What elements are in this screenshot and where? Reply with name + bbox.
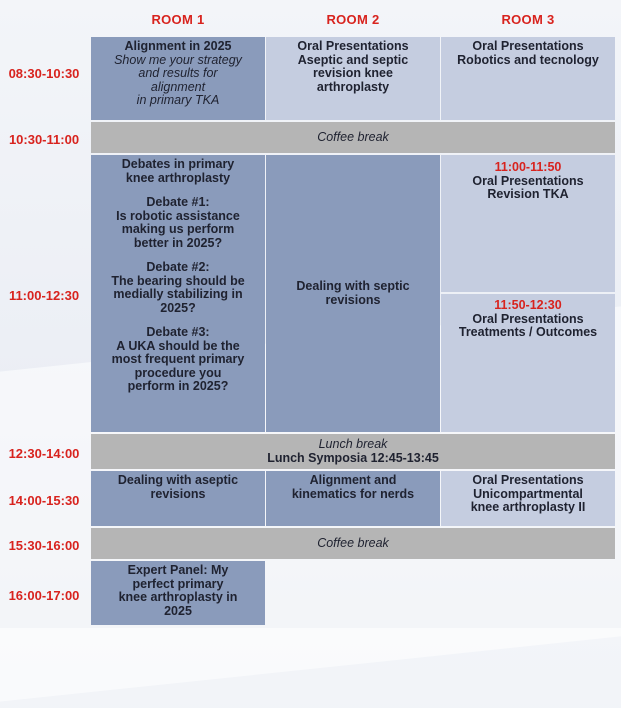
- time-slot-5: 14:00-15:30: [8, 493, 80, 508]
- session-oral-revision-tka: [441, 155, 615, 292]
- session-oral-robotics: [441, 37, 615, 120]
- session-subtitle-line: and results for: [138, 66, 218, 80]
- session-title: Alignment in 2025: [124, 39, 232, 53]
- session-line: Expert Panel: My: [127, 563, 229, 577]
- session-line: knee arthroplasty II: [470, 500, 586, 514]
- session-line: arthroplasty: [316, 79, 390, 94]
- session-expert-panel: [91, 561, 265, 625]
- session-debates: [91, 155, 265, 432]
- debate-1-line: Is robotic assistance: [116, 208, 240, 223]
- debate-2-line: The bearing should be: [111, 273, 245, 288]
- session-line: Debates in primary: [121, 157, 235, 171]
- debate-3-line: A UKA should be the: [116, 338, 240, 353]
- time-slot-3: 11:00-12:30: [8, 288, 80, 303]
- session-line: Alignment and: [309, 473, 397, 487]
- session-line: Oral Presentations: [472, 311, 584, 326]
- lunch-symposia: Lunch Symposia 12:45-13:45: [267, 450, 439, 465]
- time-slot-7: 16:00-17:00: [8, 588, 80, 603]
- debate-2-line: 2025?: [160, 300, 196, 315]
- time-slot-2: 10:30-11:00: [8, 132, 80, 147]
- session-line: knee arthroplasty in: [118, 590, 238, 604]
- debate-3-line: perform in 2025?: [127, 379, 229, 393]
- coffee-break-1: Coffee break: [91, 122, 615, 153]
- session-line: Dealing with aseptic: [117, 473, 239, 487]
- room-2-header: ROOM 2: [326, 12, 380, 27]
- time-slot-6: 15:30-16:00: [8, 538, 80, 553]
- session-alignment-kinematics: [266, 471, 440, 526]
- debate-3-label: Debate #3:: [146, 325, 210, 339]
- session-subtitle-line: Show me your strategy: [114, 52, 242, 67]
- session-line: Oral Presentations: [472, 39, 584, 53]
- session-alignment-2025: [91, 37, 265, 120]
- session-oral-treatments: [441, 294, 615, 432]
- room-1-header: ROOM 1: [151, 12, 205, 27]
- debate-2-line: medially stabilizing in: [113, 287, 243, 301]
- session-line: Oral Presentations: [472, 173, 584, 188]
- session-line: Revision TKA: [487, 187, 569, 201]
- time-slot-1: 08:30-10:30: [8, 66, 80, 81]
- session-line: knee arthroplasty: [125, 170, 231, 185]
- session-septic-revisions: [266, 155, 440, 432]
- debate-3-line: most frequent primary: [111, 352, 245, 366]
- session-aseptic-revisions: [91, 471, 265, 526]
- lunch-label: Lunch break: [318, 437, 388, 451]
- debate-1-label: Debate #1:: [146, 195, 210, 209]
- session-line: revisions: [325, 292, 381, 307]
- coffee-break-2: Coffee break: [91, 528, 615, 559]
- session-line: Treatments / Outcomes: [458, 325, 598, 339]
- debate-1-line: making us perform: [121, 222, 235, 236]
- session-subtitle-line: in primary TKA: [136, 93, 220, 107]
- session-line: Dealing with septic: [296, 279, 410, 293]
- session-oral-aseptic-septic: [266, 37, 440, 120]
- session-time: 11:00-11:50: [494, 160, 562, 174]
- session-line: Unicompartmental: [473, 486, 583, 501]
- session-line: perfect primary: [132, 576, 224, 591]
- lunch-break: [91, 434, 615, 469]
- session-oral-unicompartmental: [441, 471, 615, 526]
- debate-3-line: procedure you: [134, 365, 222, 380]
- session-subtitle-line: alignment: [150, 79, 206, 94]
- room-3-header: ROOM 3: [501, 12, 555, 27]
- session-line: Aseptic and septic: [297, 52, 409, 67]
- session-line: revisions: [150, 486, 206, 501]
- time-slot-4: 12:30-14:00: [8, 446, 80, 461]
- debate-1-line: better in 2025?: [133, 235, 223, 250]
- session-line: kinematics for nerds: [291, 486, 415, 501]
- session-line: Oral Presentations: [472, 473, 584, 487]
- session-time: 11:50-12:30: [494, 298, 562, 312]
- session-line: 2025: [164, 603, 192, 618]
- debate-2-label: Debate #2:: [146, 260, 210, 274]
- session-line: revision knee: [313, 66, 393, 80]
- session-line: Oral Presentations: [297, 39, 409, 53]
- session-line: Robotics and tecnology: [457, 52, 599, 67]
